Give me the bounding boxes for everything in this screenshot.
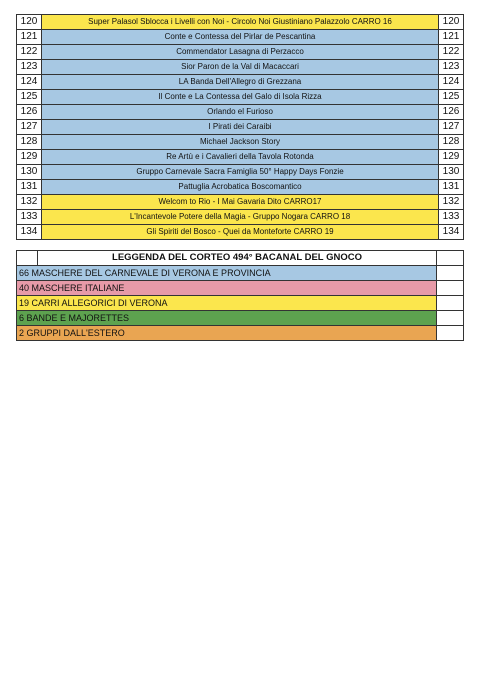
row-number-left: 127 [17, 120, 42, 135]
row-number-right: 124 [439, 75, 464, 90]
table-row [17, 195, 464, 210]
legend-entry-maschere-verona: 66 MASCHERE DEL CARNEVALE DI VERONA E PROVINCIA [17, 266, 437, 281]
row-number-right: 130 [439, 165, 464, 180]
table-row [17, 150, 464, 165]
row-number-left: 132 [17, 195, 42, 210]
row-number-left: 126 [17, 105, 42, 120]
row-name: Re Artù e i Cavalieri della Tavola Rotonda [42, 150, 439, 165]
row-name: Michael Jackson Story [42, 135, 439, 150]
row-number-right: 126 [439, 105, 464, 120]
row-name: Orlando el Furioso [42, 105, 439, 120]
legend-entry-carri: 19 CARRI ALLEGORICI DI VERONA [17, 296, 437, 311]
legend-corner-cell [437, 251, 464, 266]
row-number-left: 125 [17, 90, 42, 105]
table-row [17, 15, 464, 30]
row-number-left: 129 [17, 150, 42, 165]
row-number-right: 128 [439, 135, 464, 150]
legend-row [17, 266, 464, 281]
legend-empty-cell [437, 311, 464, 326]
row-name: Conte e Contessa del Pirlar de Pescantina [42, 30, 439, 45]
row-number-right: 127 [439, 120, 464, 135]
table-row [17, 30, 464, 45]
table-row [17, 120, 464, 135]
row-number-left: 130 [17, 165, 42, 180]
table-row [17, 180, 464, 195]
legend-title: LEGGENDA DEL CORTEO 494° BACANAL DEL GNOCO [38, 251, 437, 266]
row-number-left: 122 [17, 45, 42, 60]
row-number-left: 133 [17, 210, 42, 225]
row-number-left: 123 [17, 60, 42, 75]
legend-row [17, 296, 464, 311]
table-row [17, 225, 464, 240]
row-number-right: 121 [439, 30, 464, 45]
row-name: Commendator Lasagna di Perzacco [42, 45, 439, 60]
row-number-left: 134 [17, 225, 42, 240]
row-number-left: 120 [17, 15, 42, 30]
row-number-right: 132 [439, 195, 464, 210]
legend-row [17, 281, 464, 296]
table-row [17, 45, 464, 60]
row-name: Gli Spiriti del Bosco - Quei da Monteforte CARRO 19 [42, 225, 439, 240]
row-number-left: 131 [17, 180, 42, 195]
row-number-left: 124 [17, 75, 42, 90]
legend-entry-gruppi-estero: 2 GRUPPI DALL'ESTERO [17, 326, 437, 341]
legend-empty-cell [437, 296, 464, 311]
row-number-left: 121 [17, 30, 42, 45]
row-number-right: 120 [439, 15, 464, 30]
row-number-right: 133 [439, 210, 464, 225]
table-row [17, 105, 464, 120]
table-row [17, 60, 464, 75]
legend-corner-cell [17, 251, 38, 266]
legend-empty-cell [437, 281, 464, 296]
row-name: Sior Paron de la Val di Macaccari [42, 60, 439, 75]
parade-order-table [16, 14, 464, 240]
row-name: LA Banda Dell'Allegro di Grezzana [42, 75, 439, 90]
table-row [17, 75, 464, 90]
row-number-right: 129 [439, 150, 464, 165]
row-number-right: 131 [439, 180, 464, 195]
table-row [17, 90, 464, 105]
row-number-right: 125 [439, 90, 464, 105]
row-name: Super Palasol Sblocca i Livelli con Noi - Circolo Noi Giustiniano Palazzolo CARRO 16 [42, 15, 439, 30]
row-number-right: 123 [439, 60, 464, 75]
legend-row [17, 326, 464, 341]
legend-entry-bande: 6 BANDE E MAJORETTES [17, 311, 437, 326]
row-name: I Pirati dei Caraibi [42, 120, 439, 135]
legend-header-row [17, 251, 464, 266]
legend-row [17, 311, 464, 326]
table-row [17, 210, 464, 225]
legend-entry-maschere-italiane: 40 MASCHERE ITALIANE [17, 281, 437, 296]
row-name: Gruppo Carnevale Sacra Famiglia 50° Happy Days Fonzie [42, 165, 439, 180]
row-number-right: 122 [439, 45, 464, 60]
legend-empty-cell [437, 326, 464, 341]
table-row [17, 165, 464, 180]
legend-empty-cell [437, 266, 464, 281]
row-number-right: 134 [439, 225, 464, 240]
table-row [17, 135, 464, 150]
row-name: Il Conte e La Contessa del Galo di Isola Rizza [42, 90, 439, 105]
legend-table [16, 250, 464, 341]
row-name: Welcom to Rio - I Mai Gavaria Dito CARRO17 [42, 195, 439, 210]
row-name: Pattuglia Acrobatica Boscomantico [42, 180, 439, 195]
row-name: L'Incantevole Potere della Magia - Gruppo Nogara CARRO 18 [42, 210, 439, 225]
row-number-left: 128 [17, 135, 42, 150]
